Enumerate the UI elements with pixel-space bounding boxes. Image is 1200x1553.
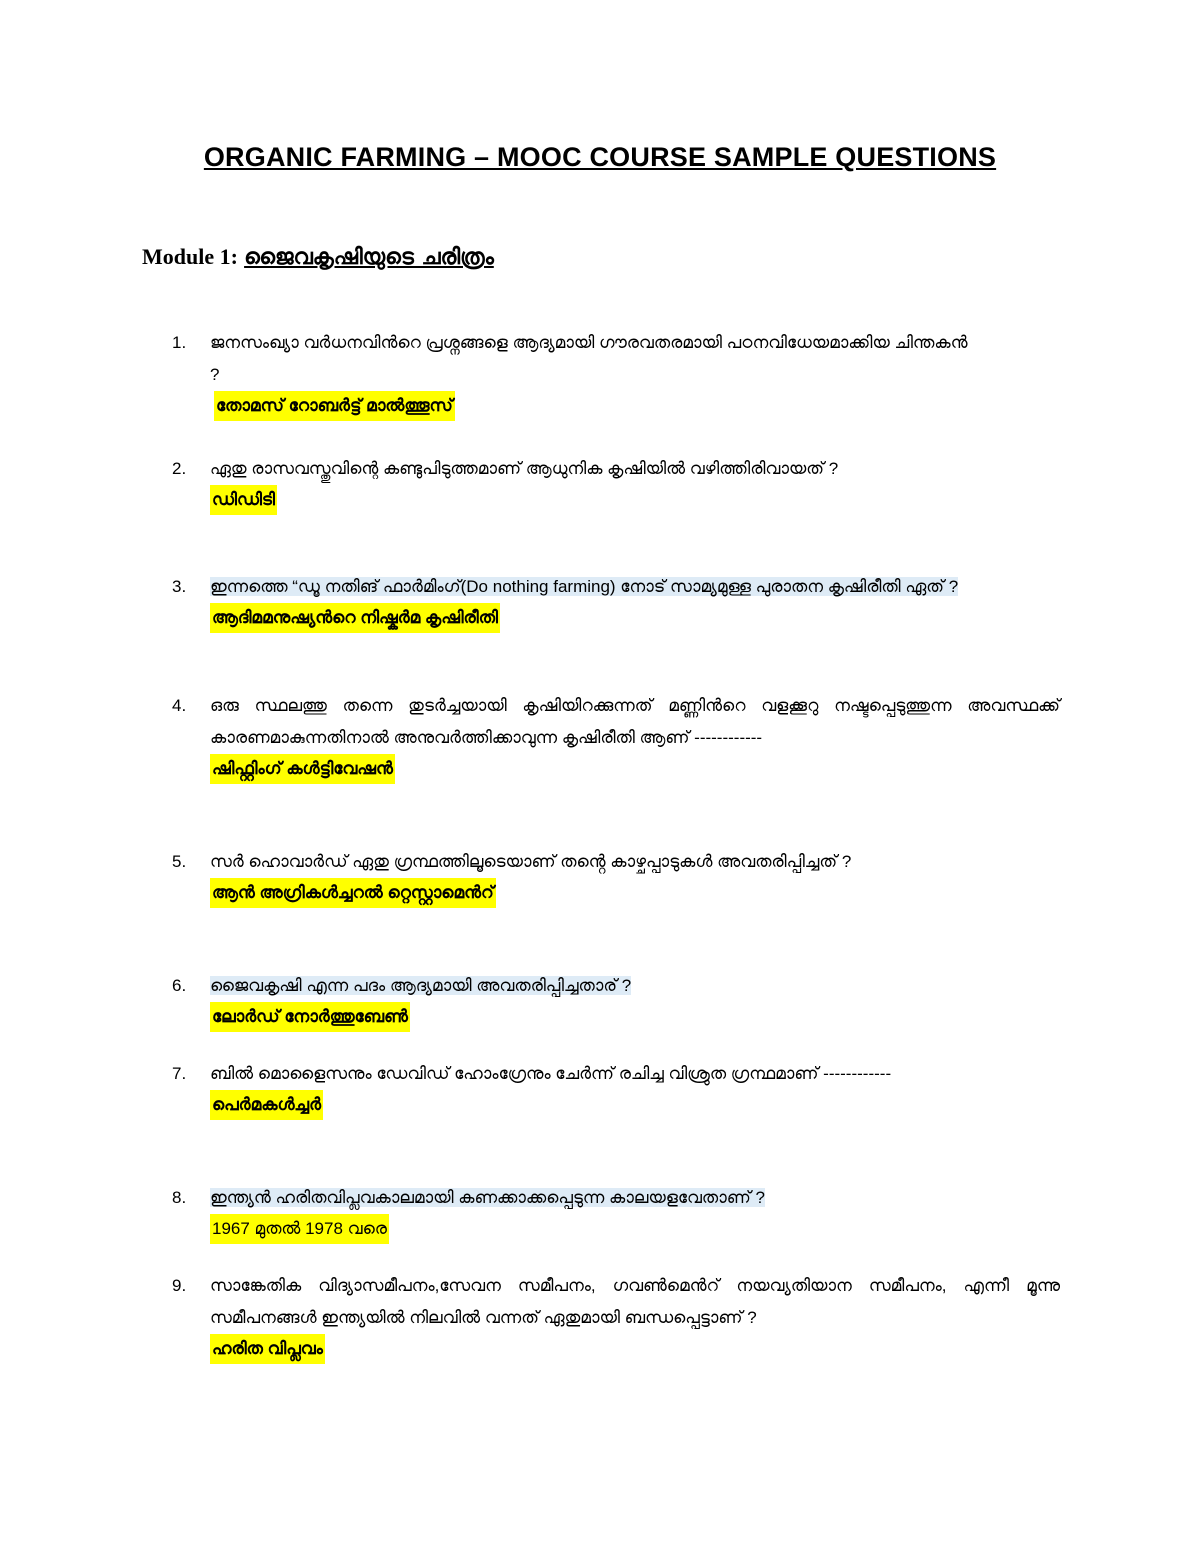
question-number: 5.: [172, 852, 187, 871]
answer-text: ഹരിത വിപ്ലവം: [210, 1334, 325, 1364]
question-body: [210, 690, 1060, 784]
question-text: സാങ്കേതിക വിദ്യാസമീപനം,സേവന സമീപനം, ഗവൺമെൻറ് നയവ്യതിയാന സമീപനം, എന്നീ മൂന്നു സമീപനങ്ങൾ ഇന്ത്യയിൽ നിലവിൽ വന്നത് ഏതുമായി ബന്ധപ്പെട്ടാണ് ?: [210, 1276, 1060, 1327]
question-body: [210, 1270, 1060, 1364]
answer-text: പെർമകൾച്ചർ: [210, 1090, 323, 1120]
question-body: [210, 1058, 950, 1120]
question-body: [210, 970, 1060, 1032]
question-highlight: ജൈവകൃഷി എന്ന പദം ആദ്യമായി അവതരിപ്പിച്ചതാര് ?: [210, 976, 632, 995]
question-number: 1.: [172, 333, 187, 352]
question-number: 2.: [172, 459, 187, 478]
answer-text: 1967 മുതൽ 1978 വരെ: [210, 1214, 389, 1244]
answer-text: ആദിമമനുഷ്യൻറെ നിഷ്കർമ കൃഷിരീതി: [210, 603, 500, 633]
question-text: [210, 571, 1060, 603]
question-number: 4.: [172, 696, 187, 715]
question-text: ഒരു സ്ഥലത്തു തന്നെ തുടർച്ചയായി കൃഷിയിറക്കുന്നത് മണ്ണിൻറെ വളക്കൂറു നഷ്ടപ്പെടുത്തുന്ന അവസ്ഥക്ക് കാരണമാകുന്നതിനാൽ അനുവർത്തിക്കാവുന്ന കൃഷിരീതി ആണ് ------------: [210, 696, 1060, 747]
question-number: 6.: [172, 976, 187, 995]
module-title: ജൈവകൃഷിയുടെ ചരിത്രം: [244, 245, 494, 270]
question-text: [210, 970, 1060, 1002]
question-text: ജനസംഖ്യാ വർധനവിൻറെ പ്രശ്നങ്ങളെ ആദ്യമായി ഗൗരവതരമായി പഠനവിധേയമാക്കിയ ചിന്തകൻ ?: [210, 333, 968, 384]
module-label: Module 1:: [142, 244, 238, 269]
question-number: 7.: [172, 1064, 187, 1083]
answer-text: തോമസ് റോബർട്ട് മാൽത്തൂസ്: [214, 391, 455, 421]
answer-text: ഡിഡിടി: [210, 485, 277, 515]
question-number: 8.: [172, 1188, 187, 1207]
answer-text: ആൻ അഗ്രികൾച്ചറൽ റ്റെസ്റ്റാമെൻറ്: [210, 878, 496, 908]
question-number: 3.: [172, 577, 187, 596]
question-text: സർ ഹൊവാർഡ് ഏതു ഗ്രന്ഥത്തിലൂടെയാണ് തൻ്റെ കാഴ്ചപ്പാടുകൾ അവതരിപ്പിച്ചത് ?: [210, 852, 852, 871]
question-text: ബിൽ മൊളൈസനും ഡേവിഡ് ഹോംഗ്രേനും ചേർന്ന് രചിച്ച വിശ്രുത ഗ്രന്ഥമാണ് ------------: [210, 1064, 892, 1083]
question-text: ഏതു രാസവസ്തുവിന്റെ കണ്ടുപിടുത്തമാണ് ആധുനിക കൃഷിയിൽ വഴിത്തിരിവായത് ?: [210, 459, 839, 478]
answer-text: ഷിഫ്റ്റിംഗ് കൾട്ടിവേഷൻ: [210, 754, 395, 784]
module-heading: [142, 244, 494, 270]
document-title: ORGANIC FARMING – MOOC COURSE SAMPLE QUESTIONS: [203, 142, 997, 172]
question-highlight: ഇന്നത്തെ “ഡൂ നതിങ് ഫാർമിംഗ്(Do nothing farming) നോട് സാമ്യമുള്ള പുരാതന കൃഷിരീതി ഏത് ?: [210, 577, 959, 596]
question-body: [210, 571, 1060, 633]
answer-text: ലോർഡ് നോർത്തുബേൺ: [210, 1002, 410, 1032]
question-body: [210, 1182, 1060, 1244]
question-highlight: ഇന്ത്യൻ ഹരിതവിപ്ലവകാലമായി കണക്കാക്കപ്പെടുന്ന കാലയളവേതാണ് ?: [210, 1188, 766, 1207]
question-number: 9.: [172, 1276, 187, 1295]
question-body: [210, 846, 970, 908]
question-text: [210, 1182, 1060, 1214]
question-body: [210, 327, 970, 421]
question-body: [210, 453, 950, 515]
